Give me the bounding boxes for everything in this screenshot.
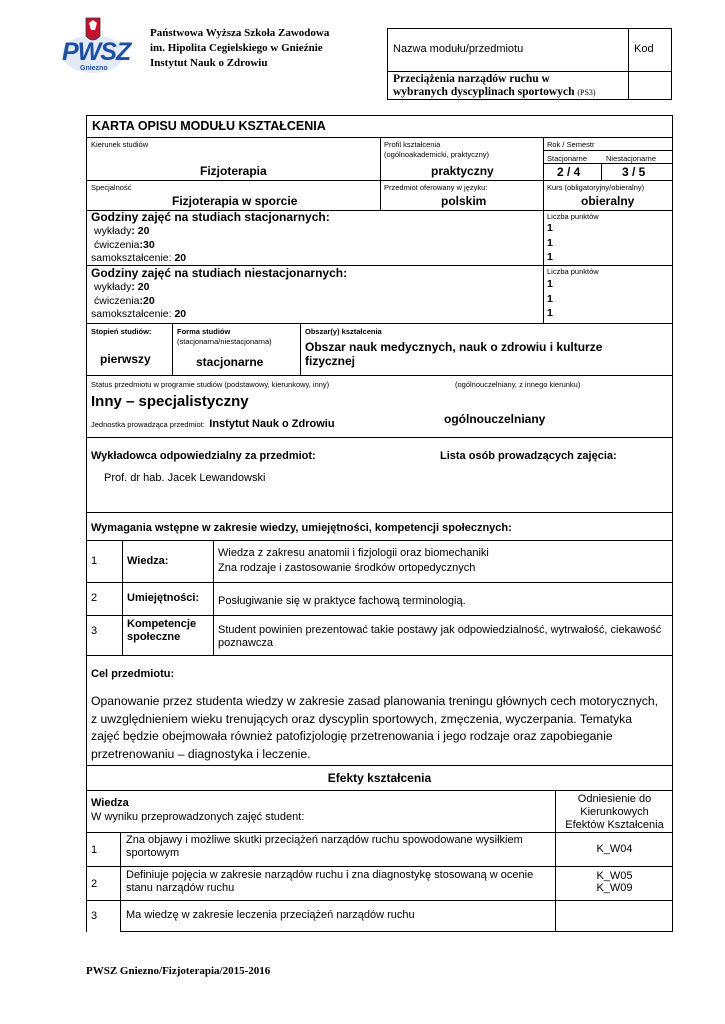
- hours-value: 20: [137, 225, 150, 237]
- module-name: [393, 73, 596, 99]
- goal-line: przetrenowaniu – diagnostyka i leczenie.: [91, 746, 311, 761]
- reference-header-line: Odniesienie do: [577, 793, 652, 805]
- outcome-number: 3: [91, 910, 98, 922]
- profile-label-line: (ogólnoakademicki, praktyczny): [384, 150, 490, 159]
- knowledge-title: Wiedza: [91, 797, 129, 809]
- unit-value: Instytut Nauk o Zdrowiu: [209, 418, 335, 430]
- requirement-text-line: poznawcza: [218, 637, 274, 649]
- goal-line: z uwzględnieniem wieku trenujących oraz dyscyplin sportowych, zmęczenia, wyczerpania. Tematyka: [91, 711, 633, 726]
- hours-label: wykłady: [94, 225, 132, 237]
- points-value: 1: [547, 307, 553, 319]
- form-label: [177, 327, 272, 347]
- requirement-label-line: Kompetencje: [127, 618, 197, 630]
- hours-value: 20: [174, 252, 187, 264]
- institution-line: im. Hipolita Cegielskiego w Gnieźnie: [150, 42, 323, 54]
- logo-text: PWSZ: [62, 38, 131, 66]
- logo-subtext: Gniezno: [80, 65, 108, 72]
- knowledge-subtitle: W wyniku przeprowadzonych zajęć student:: [91, 811, 305, 823]
- specialty-value: Fizjoterapia w sporcie: [172, 194, 298, 208]
- profile-label: [384, 140, 489, 160]
- requirement-text: [218, 624, 661, 650]
- requirements-title: Wymagania wstępne w zakresie wiedzy, umiejętności, kompetencji społecznych:: [91, 522, 512, 534]
- profile-value: praktyczny: [431, 164, 494, 178]
- field-label: Kierunek studiów: [91, 140, 149, 149]
- course-label: Kurs (obligatoryjny/obieralny): [547, 183, 645, 192]
- module-name-line: wybranych dyscyplinach sportowych: [393, 86, 575, 98]
- status-label-right: (ogólnouczelniany, z innego kierunku): [455, 380, 581, 389]
- goal-title: Cel przedmiotu:: [91, 668, 175, 680]
- outcome-number: 1: [91, 844, 98, 856]
- form-value: stacjonarne: [196, 355, 264, 369]
- outcome-text-line: Definiuje pojęcia w zakresie narządów ruchu i zna diagnostykę stosowaną w ocenie: [126, 869, 534, 881]
- module-name-label: Nazwa modułu/przedmiotu: [393, 43, 524, 55]
- hours-nonstationary-list: wykłady: 20 ćwiczenia:20 samokształcenie: 20: [91, 281, 187, 320]
- module-code: (PS3): [577, 88, 596, 97]
- hours-stationary-list: wykłady: 20 ćwiczenia:30 samokształcenie: 20: [91, 225, 187, 264]
- outcome-text: [126, 834, 523, 860]
- points-value: 1: [547, 251, 553, 263]
- outcome-text: Ma wiedzę w zakresie leczenia przeciążeń narządów ruchu: [126, 909, 415, 921]
- requirement-label: [127, 618, 196, 644]
- requirement-text-line: Student powinien prezentować takie postawy jak odpowiedzialność, wytrwałość, ciekawość: [218, 624, 662, 636]
- institution-name: [150, 26, 329, 71]
- course-value: obieralny: [581, 194, 635, 208]
- outcome-text: [126, 869, 533, 895]
- code-label: Kod: [634, 43, 654, 55]
- area-value-line: Obszar nauk medycznych, nauk o zdrowiu i kulturze: [305, 340, 603, 354]
- requirement-text: Posługiwanie się w praktyce fachową terminologią.: [218, 595, 466, 607]
- reference-header-line: Kierunkowych: [580, 806, 649, 818]
- logo: [60, 14, 131, 74]
- requirement-label: Wiedza:: [127, 555, 169, 567]
- hours-value: 20: [143, 294, 155, 307]
- points-value: 1: [547, 292, 553, 305]
- outcome-code: K_W05: [596, 870, 633, 882]
- goal-line: zajęć będzie obejmowała również patofizjologię przetrenowania i jego rodzaje oraz zapobieganie: [91, 729, 613, 743]
- points-label: Liczba punktów: [547, 267, 599, 276]
- outcome-number: 2: [91, 878, 98, 890]
- module-name-line: Przeciążenia narządów ruchu w: [393, 73, 550, 85]
- lecturer-list-label: Lista osób prowadzących zajęcia:: [440, 450, 617, 462]
- outcome-codes: [556, 870, 673, 894]
- status-value-right: ogólnouczelniany: [444, 412, 546, 426]
- language-label: Przedmiot oferowany w języku:: [384, 183, 488, 192]
- requirement-text-line: Zna rodzaje i zastosowanie środków ortopedycznych: [218, 562, 476, 574]
- year-label: Rok / Semestr: [547, 140, 595, 149]
- requirement-number: 2: [91, 592, 98, 604]
- points-list: [547, 277, 553, 321]
- lecturer-name: Prof. dr hab. Jacek Lewandowski: [104, 472, 266, 484]
- outcome-text-line: Zna objawy i możliwe skutki przeciążeń narządów ruchu spowodowane wysiłkiem: [126, 834, 523, 846]
- requirement-number: 3: [91, 625, 98, 637]
- hours-label: ćwiczenia: [94, 238, 140, 251]
- status-label: Status przedmiotu w programie studiów (podstawowy, kierunkowy, inny): [91, 380, 330, 389]
- card-title: KARTA OPISU MODUŁU KSZTAŁCENIA: [92, 119, 326, 133]
- reference-header-line: Efektów Kształcenia: [565, 819, 664, 831]
- lecturer-label: Wykładowca odpowiedzialny za przedmiot:: [91, 450, 316, 462]
- unit-row: [91, 414, 335, 432]
- status-value: Inny – specjalistyczny: [91, 393, 249, 410]
- outcome-code: K_W04: [596, 843, 633, 855]
- degree-value: pierwszy: [100, 352, 151, 366]
- area-value-line: fizycznej: [305, 354, 356, 368]
- hours-value: 20: [137, 281, 150, 293]
- points-value: 1: [547, 222, 553, 234]
- hours-label: wykłady: [94, 281, 132, 293]
- nonstationary-label: Niestacjonarne: [606, 154, 657, 163]
- area-label: Obszar(y) kształcenia: [305, 327, 382, 336]
- hours-nonstationary-title: Godziny zajęć na studiach niestacjonarnych:: [91, 266, 348, 280]
- outcome-text-line: stanu narządów ruchu: [126, 882, 235, 894]
- goal-line: Opanowanie przez studenta wiedzy w zakresie zasad planowania treningu głównych cech motorycznych,: [91, 694, 659, 708]
- profile-label-line: Profil kształcenia: [384, 140, 441, 149]
- requirement-number: 1: [91, 555, 98, 567]
- hours-label: samokształcenie: [91, 308, 169, 320]
- points-value: 1: [547, 236, 553, 249]
- specialty-label: Specjalność: [91, 183, 132, 192]
- hours-stationary-title: Godziny zajęć na studiach stacjonarnych:: [91, 210, 330, 224]
- hours-label: ćwiczenia: [94, 294, 140, 307]
- goal-text: [91, 693, 665, 763]
- reference-header: [556, 793, 673, 832]
- year-stationary: 2 / 4: [557, 165, 581, 179]
- outcome-code: K_W09: [596, 882, 633, 894]
- requirement-text: [218, 546, 489, 576]
- outcome-text-line: sportowym: [126, 847, 180, 859]
- institution-line: Państwowa Wyższa Szkoła Zawodowa: [150, 27, 330, 39]
- language-value: polskim: [441, 194, 487, 208]
- stationary-label: Stacjonarne: [547, 154, 588, 163]
- points-value: 1: [547, 278, 553, 290]
- hours-label: samokształcenie: [91, 252, 169, 264]
- unit-label: Jednostka prowadząca przedmiot:: [91, 420, 205, 429]
- degree-label: Stopień studiów:: [91, 327, 152, 336]
- requirement-text-line: Wiedza z zakresu anatomii i fizjologii oraz biomechaniki: [218, 547, 489, 559]
- field-value: Fizjoterapia: [200, 164, 267, 178]
- form-label-line: (stacjonarna/niestacjonarna): [177, 337, 272, 346]
- requirement-label-line: społeczne: [127, 631, 181, 643]
- points-list: [547, 221, 553, 265]
- points-label: Liczba punktów: [547, 212, 599, 221]
- form-label-line: Forma studiów: [177, 327, 231, 336]
- hours-value: 20: [174, 308, 187, 320]
- year-nonstationary: 3 / 5: [622, 165, 646, 179]
- institution-line: Instytut Nauk o Zdrowiu: [150, 57, 268, 69]
- hours-value: 30: [143, 238, 155, 251]
- outcomes-title: Efekty kształcenia: [327, 771, 432, 785]
- requirement-label: Umiejętności:: [127, 592, 200, 604]
- area-value: [305, 340, 602, 368]
- footer-text: PWSZ Gniezno/Fizjoterapia/2015-2016: [86, 965, 271, 977]
